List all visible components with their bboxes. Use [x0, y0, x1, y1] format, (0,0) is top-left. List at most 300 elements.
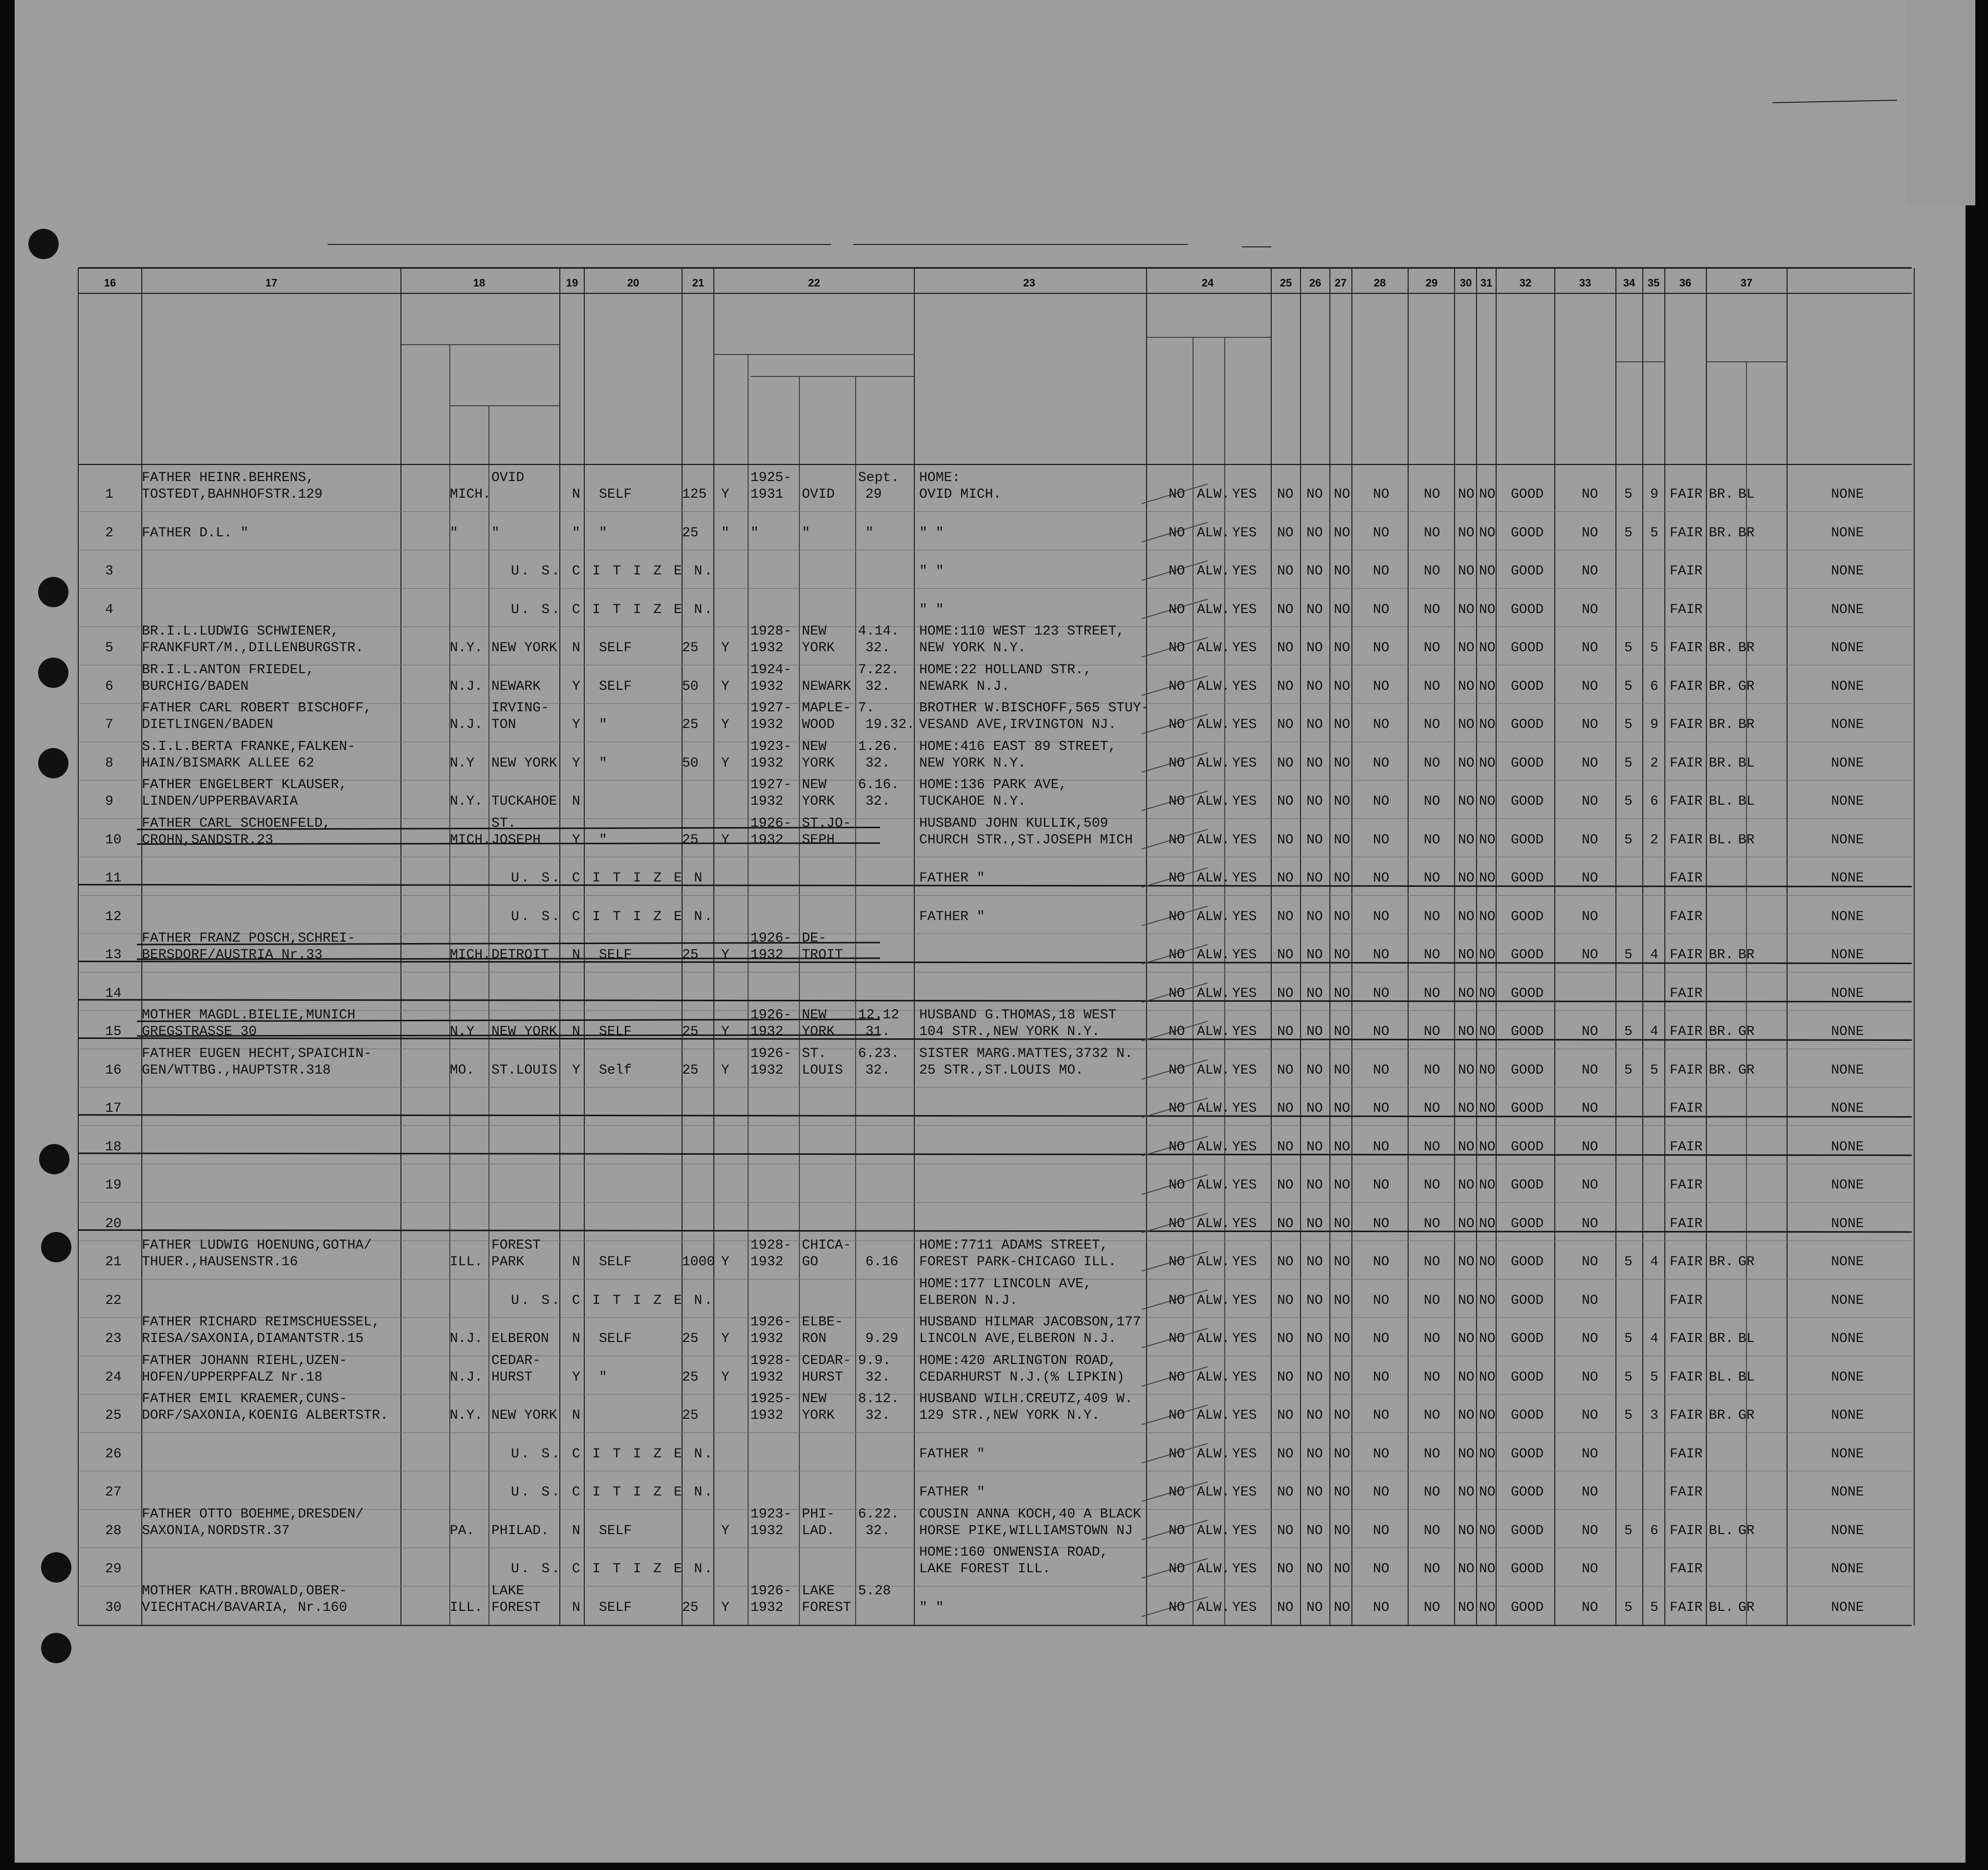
us-citizen-note: U. S. C I T I Z E N.	[511, 564, 715, 579]
hair-color: BL.	[1709, 1523, 1734, 1539]
purpose-citizen: YES	[1232, 717, 1257, 732]
before-years: 1926-	[751, 1315, 792, 1330]
marks: NONE	[1831, 1408, 1864, 1423]
polygamist: NO	[1306, 1216, 1323, 1232]
column-number: 23	[1023, 277, 1036, 289]
money: 25	[682, 717, 699, 732]
deformed: NO	[1582, 1178, 1598, 1193]
purpose-citizen: YES	[1232, 832, 1257, 848]
marks: NONE	[1831, 564, 1864, 579]
dest-city: IRVING-	[491, 701, 549, 716]
complexion: FAIR	[1670, 1254, 1703, 1270]
height-feet: 5	[1624, 679, 1633, 694]
offer-labor: NO	[1424, 1178, 1440, 1193]
excluded: NO	[1458, 1293, 1475, 1308]
purpose-return: NO	[1169, 794, 1185, 809]
dest-city: NEW YORK	[491, 640, 557, 656]
departure-date: 29	[865, 487, 882, 502]
joining-relative: HOME:	[919, 470, 961, 485]
relative-address: GEN/WTTBG.,HAUPTSTR.318	[142, 1062, 331, 1078]
offer-labor: NO	[1424, 871, 1440, 886]
paid-by: SELF	[599, 1331, 632, 1346]
joining-address: FOREST PARK-CHICAGO ILL.	[919, 1254, 1117, 1270]
height-feet: 5	[1624, 1331, 1633, 1346]
purpose-length: ALW.	[1197, 1408, 1230, 1423]
purpose-return: NO	[1169, 1523, 1185, 1539]
money: 25	[682, 525, 699, 541]
hair-color: BL.	[1709, 832, 1734, 848]
polygamist: NO	[1306, 986, 1323, 1001]
offer-labor: NO	[1424, 947, 1440, 963]
deformed: NO	[1582, 832, 1598, 848]
departure-date: 6.16.	[858, 777, 900, 792]
purpose-length: ALW.	[1197, 1446, 1230, 1462]
relative-name: BR.I.L.LUDWIG SCHWIENER,	[142, 624, 339, 639]
purpose-citizen: YES	[1232, 1446, 1257, 1462]
overthrow: NO	[1373, 1178, 1390, 1193]
deformed: NO	[1582, 1446, 1598, 1462]
offer-labor: NO	[1424, 1408, 1440, 1423]
polygamist: NO	[1306, 1446, 1323, 1462]
purpose-length: ALW.	[1197, 832, 1230, 848]
before-where: LAKE	[802, 1583, 835, 1599]
complexion: FAIR	[1670, 564, 1703, 579]
health: GOOD	[1511, 1101, 1544, 1116]
dest-state: N.Y.	[450, 794, 483, 809]
dest-state: MICH.	[450, 947, 491, 963]
polygamist: NO	[1306, 755, 1323, 771]
relative-address: HAIN/BISMARK ALLEE 62	[142, 755, 314, 771]
health: GOOD	[1511, 1254, 1544, 1270]
before-years: 1923-	[751, 739, 792, 754]
paid-by: SELF	[599, 1600, 632, 1615]
joining-address: 25 STR.,ST.LOUIS MO.	[919, 1062, 1084, 1078]
offer-labor: NO	[1424, 1331, 1440, 1346]
prison: NO	[1277, 1408, 1294, 1423]
prison: NO	[1277, 564, 1294, 579]
before-yes-no: Y	[721, 1254, 729, 1270]
overthrow: NO	[1373, 986, 1390, 1001]
hair-color: BR.	[1709, 640, 1734, 656]
deformed: NO	[1582, 602, 1598, 617]
row-number: 26	[105, 1446, 122, 1462]
paid-by: SELF	[599, 1254, 632, 1270]
deported: NO	[1479, 1446, 1496, 1462]
anarchist: NO	[1334, 1369, 1350, 1385]
deported: NO	[1479, 602, 1496, 617]
dest-city: ELBERON	[491, 1331, 549, 1346]
height-feet: 5	[1624, 1062, 1633, 1078]
dest-state: ILL.	[450, 1254, 483, 1270]
anarchist: NO	[1334, 1446, 1350, 1462]
money: 25	[682, 1369, 699, 1385]
before-where: OVID	[802, 487, 835, 502]
excluded: NO	[1458, 1254, 1475, 1270]
excluded: NO	[1458, 1062, 1475, 1078]
dest-city: NEW YORK	[491, 1408, 557, 1423]
excluded: NO	[1458, 1216, 1475, 1232]
paid-by: "	[599, 832, 607, 848]
joining-address: NEWARK N.J.	[919, 679, 1010, 694]
prison: NO	[1277, 1254, 1294, 1270]
health: GOOD	[1511, 871, 1544, 886]
anarchist: NO	[1334, 871, 1350, 886]
complexion: FAIR	[1670, 1101, 1703, 1116]
purpose-return: NO	[1169, 1331, 1185, 1346]
before-years: 1932	[751, 1024, 784, 1039]
health: GOOD	[1511, 1293, 1544, 1308]
offer-labor: NO	[1424, 1293, 1440, 1308]
departure-date: 19.32.	[865, 717, 915, 732]
row-number: 24	[105, 1369, 122, 1385]
height-feet: 5	[1624, 1254, 1633, 1270]
paid-by: "	[599, 755, 607, 771]
deformed: NO	[1582, 640, 1598, 656]
dest-state: N.J.	[450, 717, 483, 732]
deported: NO	[1479, 564, 1496, 579]
health: GOOD	[1511, 1139, 1544, 1155]
overthrow: NO	[1373, 487, 1390, 502]
offer-labor: NO	[1424, 679, 1440, 694]
row-number: 29	[105, 1562, 122, 1577]
joining-relative: HOME:110 WEST 123 STREET,	[919, 624, 1125, 639]
purpose-length: ALW.	[1197, 717, 1230, 732]
purpose-citizen: YES	[1232, 1024, 1257, 1039]
health: GOOD	[1511, 1369, 1544, 1385]
joining-relative: HOME:136 PARK AVE,	[919, 777, 1067, 792]
excluded: NO	[1458, 1101, 1475, 1116]
before-yes-no: Y	[721, 1523, 729, 1539]
purpose-length: ALW.	[1197, 640, 1230, 656]
purpose-return: NO	[1169, 832, 1185, 848]
prison: NO	[1277, 755, 1294, 771]
joining-address: OVID MICH.	[919, 487, 1002, 502]
paid-by: SELF	[599, 1523, 632, 1539]
before-years: 1932	[751, 832, 784, 848]
anarchist: NO	[1334, 1101, 1350, 1116]
dest-city: NEW YORK	[491, 1024, 557, 1039]
joining-address: HORSE PIKE,WILLIAMSTOWN NJ	[919, 1523, 1133, 1539]
purpose-citizen: YES	[1232, 1101, 1257, 1116]
purpose-citizen: YES	[1232, 1254, 1257, 1270]
deported: NO	[1479, 487, 1496, 502]
before-yes-no: Y	[721, 832, 729, 848]
marks: NONE	[1831, 1024, 1864, 1039]
before-where: YORK	[802, 1408, 835, 1423]
health: GOOD	[1511, 679, 1544, 694]
excluded: NO	[1458, 679, 1475, 694]
joining-address: FATHER "	[919, 909, 985, 924]
eye-color: BL	[1738, 487, 1755, 502]
before-years: 1932	[751, 1408, 784, 1423]
complexion: FAIR	[1670, 487, 1703, 502]
dest-city: CEDAR-	[491, 1353, 541, 1368]
offer-labor: NO	[1424, 602, 1440, 617]
excluded: NO	[1458, 1408, 1475, 1423]
row-number: 6	[105, 679, 113, 694]
deported: NO	[1479, 1216, 1496, 1232]
marks: NONE	[1831, 871, 1864, 886]
joining-relative: HUSBAND JOHN KULLIK,509	[919, 815, 1108, 831]
column-number: 37	[1740, 277, 1753, 289]
hair-color: BL.	[1709, 1369, 1734, 1385]
relative-address: RIESA/SAXONIA,DIAMANTSTR.15	[142, 1331, 364, 1346]
overthrow: NO	[1373, 1600, 1390, 1615]
hair-color: BR.	[1709, 1254, 1734, 1270]
excluded: NO	[1458, 525, 1475, 541]
deformed: NO	[1582, 1523, 1598, 1539]
offer-labor: NO	[1424, 1369, 1440, 1385]
hair-color: BL.	[1709, 794, 1734, 809]
complexion: FAIR	[1670, 794, 1703, 809]
health: GOOD	[1511, 1485, 1544, 1500]
height-inches: 6	[1650, 794, 1658, 809]
ticket: Y	[572, 1062, 580, 1078]
purpose-length: ALW.	[1197, 679, 1230, 694]
hair-color: BR.	[1709, 755, 1734, 771]
relative-name: MOTHER MAGDL.BIELIE,MUNICH	[142, 1008, 355, 1023]
before-years: 1926-	[751, 1046, 792, 1061]
marks: NONE	[1831, 1485, 1864, 1500]
excluded: NO	[1458, 1446, 1475, 1462]
purpose-length: ALW.	[1197, 1562, 1230, 1577]
marks: NONE	[1831, 1562, 1864, 1577]
before-years: 1923-	[751, 1506, 792, 1522]
row-number: 9	[105, 794, 113, 809]
offer-labor: NO	[1424, 564, 1440, 579]
excluded: NO	[1458, 1024, 1475, 1039]
before-where: GO	[802, 1254, 818, 1270]
before-where: YORK	[802, 794, 835, 809]
before-years: 1927-	[751, 777, 792, 792]
complexion: FAIR	[1670, 1600, 1703, 1615]
money: 1000	[682, 1254, 715, 1270]
column-number: 28	[1373, 277, 1386, 289]
joining-address: " "	[919, 525, 944, 541]
health: GOOD	[1511, 1216, 1544, 1232]
relative-name: MOTHER KATH.BROWALD,OBER-	[142, 1583, 348, 1599]
offer-labor: NO	[1424, 487, 1440, 502]
row-number: 1	[105, 487, 113, 502]
health: GOOD	[1511, 1562, 1544, 1577]
overthrow: NO	[1373, 640, 1390, 656]
overthrow: NO	[1373, 1562, 1390, 1577]
marks: NONE	[1831, 602, 1864, 617]
height-inches: 5	[1650, 1600, 1658, 1615]
row-number: 13	[105, 947, 122, 963]
purpose-return: NO	[1169, 1062, 1185, 1078]
joining-relative: COUSIN ANNA KOCH,40 A BLACK	[919, 1506, 1141, 1522]
before-years: 1932	[751, 755, 784, 771]
height-inches: 4	[1650, 1254, 1658, 1270]
deformed: NO	[1582, 1139, 1598, 1155]
complexion: FAIR	[1670, 1331, 1703, 1346]
purpose-return: NO	[1169, 755, 1185, 771]
deported: NO	[1479, 1485, 1496, 1500]
polygamist: NO	[1306, 1101, 1323, 1116]
marks: NONE	[1831, 986, 1864, 1001]
before-where: ST.	[802, 1046, 827, 1061]
offer-labor: NO	[1424, 794, 1440, 809]
purpose-return: NO	[1169, 947, 1185, 963]
row-number: 21	[105, 1254, 122, 1270]
health: GOOD	[1511, 1062, 1544, 1078]
purpose-length: ALW.	[1197, 947, 1230, 963]
relative-name: FATHER OTTO BOEHME,DRESDEN/	[142, 1506, 364, 1522]
relative-address: BERSDORF/AUSTRIA Nr.33	[142, 947, 323, 963]
deformed: NO	[1582, 1600, 1598, 1615]
anarchist: NO	[1334, 487, 1350, 502]
marks: NONE	[1831, 640, 1864, 656]
purpose-citizen: YES	[1232, 525, 1257, 541]
overthrow: NO	[1373, 717, 1390, 732]
eye-color: BR	[1738, 947, 1755, 963]
deformed: NO	[1582, 1062, 1598, 1078]
dest-city: NEWARK	[491, 679, 541, 694]
health: GOOD	[1511, 755, 1544, 771]
joining-address: FATHER "	[919, 1446, 985, 1462]
dest-state: N.J.	[450, 1369, 483, 1385]
complexion: FAIR	[1670, 717, 1703, 732]
money: 25	[682, 1600, 699, 1615]
anarchist: NO	[1334, 1024, 1350, 1039]
purpose-citizen: YES	[1232, 1178, 1257, 1193]
joining-address: " "	[919, 564, 944, 579]
anarchist: NO	[1334, 1523, 1350, 1539]
height-feet: 5	[1624, 832, 1633, 848]
before-yes-no: Y	[721, 1369, 729, 1385]
excluded: NO	[1458, 832, 1475, 848]
relative-address: GREGSTRASSE 30	[142, 1024, 257, 1039]
purpose-length: ALW.	[1197, 1331, 1230, 1346]
polygamist: NO	[1306, 640, 1323, 656]
complexion: FAIR	[1670, 679, 1703, 694]
underline-list	[1772, 100, 1897, 103]
marks: NONE	[1831, 1178, 1864, 1193]
before-yes-no: Y	[721, 1062, 729, 1078]
purpose-return: NO	[1169, 679, 1185, 694]
polygamist: NO	[1306, 832, 1323, 848]
eye-color: BR	[1738, 640, 1755, 656]
health: GOOD	[1511, 909, 1544, 924]
departure-date: 32.	[865, 640, 890, 656]
purpose-citizen: YES	[1232, 986, 1257, 1001]
relative-name: FATHER FRANZ POSCH,SCHREI-	[142, 931, 355, 946]
health: GOOD	[1511, 986, 1544, 1001]
prison: NO	[1277, 1101, 1294, 1116]
departure-date: 9.29	[865, 1331, 899, 1346]
column-number: 20	[627, 277, 640, 289]
before-years: 1928-	[751, 624, 792, 639]
anarchist: NO	[1334, 1293, 1350, 1308]
dest-city: TON	[491, 717, 516, 732]
overthrow: NO	[1373, 947, 1390, 963]
purpose-citizen: YES	[1232, 679, 1257, 694]
height-feet: 5	[1624, 1600, 1633, 1615]
relative-address: FRANKFURT/M.,DILLENBURGSTR.	[142, 640, 364, 656]
deported: NO	[1479, 1600, 1496, 1615]
prison: NO	[1277, 1293, 1294, 1308]
money: 25	[682, 832, 699, 848]
joining-relative: HOME:160 ONWENSIA ROAD,	[919, 1545, 1108, 1560]
departure-date: 32.	[865, 1062, 890, 1078]
excluded: NO	[1458, 602, 1475, 617]
ticket: N	[572, 1254, 580, 1270]
deported: NO	[1479, 679, 1496, 694]
row-number: 28	[105, 1523, 122, 1539]
prison: NO	[1277, 871, 1294, 886]
deported: NO	[1479, 832, 1496, 848]
purpose-return: NO	[1169, 1216, 1185, 1232]
purpose-length: ALW.	[1197, 1178, 1230, 1193]
height-inches: 4	[1650, 1024, 1658, 1039]
polygamist: NO	[1306, 909, 1323, 924]
purpose-citizen: YES	[1232, 755, 1257, 771]
joining-address: NEW YORK N.Y.	[919, 755, 1026, 771]
purpose-citizen: YES	[1232, 1062, 1257, 1078]
deformed: NO	[1582, 525, 1598, 541]
overthrow: NO	[1373, 1523, 1390, 1539]
hair-color: BR.	[1709, 487, 1734, 502]
polygamist: NO	[1306, 717, 1323, 732]
offer-labor: NO	[1424, 1485, 1440, 1500]
prison: NO	[1277, 1062, 1294, 1078]
excluded: NO	[1458, 1369, 1475, 1385]
anarchist: NO	[1334, 755, 1350, 771]
hair-color: BR.	[1709, 717, 1734, 732]
purpose-return: NO	[1169, 1446, 1185, 1462]
ticket: N	[572, 487, 580, 502]
row-number: 27	[105, 1485, 122, 1500]
departure-date: Sept.	[858, 470, 900, 485]
before-years: 1932	[751, 1523, 784, 1539]
excluded: NO	[1458, 794, 1475, 809]
deformed: NO	[1582, 717, 1598, 732]
marks: NONE	[1831, 794, 1864, 809]
offer-labor: NO	[1424, 1024, 1440, 1039]
complexion: FAIR	[1670, 1446, 1703, 1462]
anarchist: NO	[1334, 717, 1350, 732]
joining-address: VESAND AVE,IRVINGTON NJ.	[919, 717, 1117, 732]
row-number: 4	[105, 602, 113, 617]
eye-color: BR	[1738, 717, 1755, 732]
before-years: 1925-	[751, 1391, 792, 1407]
deformed: NO	[1582, 947, 1598, 963]
column-number: 21	[692, 277, 705, 289]
purpose-citizen: YES	[1232, 564, 1257, 579]
eye-color: BL	[1738, 794, 1755, 809]
anarchist: NO	[1334, 602, 1350, 617]
before-years: 1932	[751, 679, 784, 694]
departure-date: 32.	[865, 794, 890, 809]
departure-date: 7.	[858, 701, 875, 716]
offer-labor: NO	[1424, 1446, 1440, 1462]
deported: NO	[1479, 1331, 1496, 1346]
dest-city: ST.	[491, 815, 516, 831]
purpose-return: NO	[1169, 1178, 1185, 1193]
eye-color: BR	[1738, 525, 1755, 541]
dest-state: MICH.	[450, 487, 491, 502]
eye-color: GR	[1738, 679, 1755, 694]
prison: NO	[1277, 1331, 1294, 1346]
ticket: Y	[572, 717, 580, 732]
before-years: 1926-	[751, 1008, 792, 1023]
purpose-citizen: YES	[1232, 1216, 1257, 1232]
marks: NONE	[1831, 1369, 1864, 1385]
row-number: 22	[105, 1293, 122, 1308]
prison: NO	[1277, 1562, 1294, 1577]
offer-labor: NO	[1424, 1254, 1440, 1270]
